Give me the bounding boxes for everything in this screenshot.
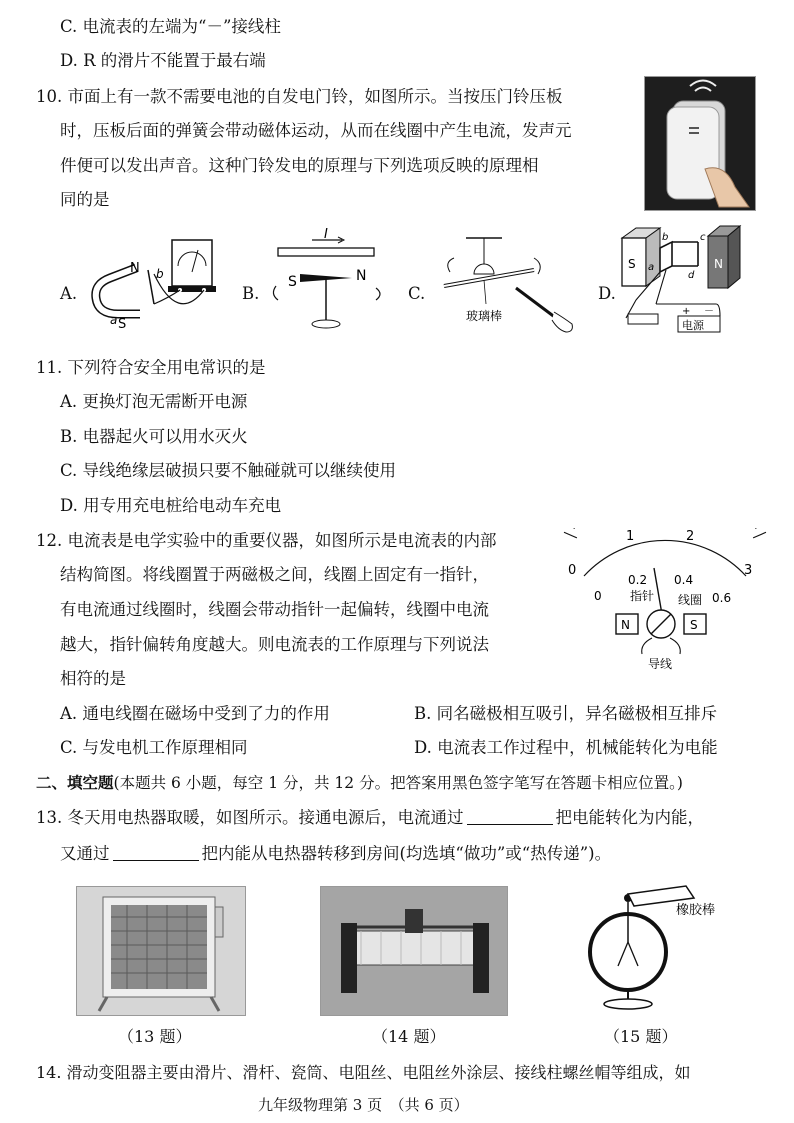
caption-14: （14 题）	[372, 1027, 446, 1046]
q14-line-1: 14. 滑动变阻器主要由滑片、滑杆、瓷筒、电阻丝、电阻丝外涂层、接线柱螺丝帽等组成，如	[36, 1063, 691, 1082]
wire-label: 导线	[648, 657, 673, 671]
magnet-n-label: N	[621, 618, 630, 632]
q13-line-1-part-a: 13. 冬天用电热器取暖，如图所示。接通电源后，电流通过	[36, 808, 464, 827]
q11-stem: 11. 下列符合安全用电常识的是	[36, 358, 266, 377]
fig-b-current-label: I	[324, 228, 328, 242]
q10-figure-b	[262, 228, 392, 336]
coil-label: 线圈	[678, 593, 703, 607]
q12-option-a: A. 通电线圈在磁场中受到了力的作用	[60, 704, 330, 723]
q13-line-2-part-b: 把内能从电热器转移到房间(均选填“做功”或“热传递”)。	[201, 844, 612, 863]
q10-figure-d	[616, 220, 746, 338]
inner-tick-3: 0.6	[712, 591, 732, 605]
inner-tick-1: 0.2	[628, 573, 648, 587]
doorbell-photo	[644, 76, 756, 211]
q10-option-d-letter: D.	[598, 284, 616, 303]
q12-option-b: B. 同名磁极相互吸引，异名磁极相互排斥	[414, 704, 718, 723]
outer-tick-1: 1	[626, 529, 635, 544]
q11-option-b: B. 电器起火可以用水灭火	[60, 427, 248, 446]
q10-stem-line-3: 件便可以发出声音。这种门铃发电的原理与下列选项反映的原理相	[60, 156, 539, 175]
q10-stem-line-2: 时，压板后面的弹簧会带动磁体运动，从而在线圈中产生电流，发声元	[60, 121, 572, 140]
q15-electroscope-figure	[582, 884, 732, 1016]
fig-d-b-label: b	[662, 232, 669, 243]
fig-d-power-label: 电源	[682, 319, 704, 332]
inner-tick-2: 0.4	[674, 573, 694, 587]
outer-tick-3: 3	[744, 563, 753, 578]
q13-blank-1[interactable]	[467, 808, 553, 825]
fig-d-n-label: N	[714, 257, 723, 271]
q11-option-a: A. 更换灯泡无需断开电源	[60, 392, 248, 411]
q11-option-c: C. 导线绝缘层破损只要不触碰就可以继续使用	[60, 461, 397, 480]
outer-tick-0: 0	[568, 563, 577, 578]
magnet-s-label: S	[690, 618, 698, 632]
fig-b-s-label: S	[288, 274, 297, 290]
q13-blank-2[interactable]	[113, 844, 199, 861]
fig-d-d-label: d	[688, 270, 695, 281]
q14-rheostat-photo	[320, 886, 508, 1016]
q10-option-c-letter: C.	[408, 284, 426, 303]
fig-d-minus-label: －	[704, 306, 714, 317]
fig-a-b-label: b	[156, 267, 164, 281]
q10-option-a-letter: A.	[60, 284, 78, 303]
q12-stem-line-5: 相符的是	[60, 669, 126, 688]
q12-stem-line-4: 越大，指针偏转角度越大。则电流表的工作原理与下列说法	[60, 635, 489, 654]
q12-option-c: C. 与发电机工作原理相同	[60, 738, 248, 757]
fig-b-n-label: N	[356, 268, 367, 284]
q9-option-c: C. 电流表的左端为“－”接线柱	[60, 17, 281, 36]
pointer-label: 指针	[630, 589, 655, 603]
q9-option-d: D. R 的滑片不能置于最右端	[60, 51, 266, 70]
scale-tick	[564, 532, 577, 538]
section-2-note: (本题共 6 小题，每空 1 分，共 12 分。把答案用黑色签字笔写在答题卡相应位置。)	[113, 774, 683, 792]
q10-figure-c	[430, 228, 590, 338]
q10-option-b-letter: B.	[242, 284, 260, 303]
fig-c-glass-rod-label: 玻璃棒	[466, 309, 503, 323]
fig-a-s-label: S	[118, 317, 127, 332]
fig-d-c-label: c	[700, 232, 706, 243]
fig-d-plus-label: +	[682, 306, 691, 317]
q13-line-1	[36, 807, 704, 829]
caption-15: （15 题）	[604, 1027, 678, 1046]
scale-tick	[753, 532, 766, 538]
fig-d-s-label: S	[628, 257, 636, 271]
q12-stem-line-3: 有电流通过线圈时，线圈会带动指针一起偏转，线圈中电流	[60, 600, 489, 619]
fig-d-a-label: a	[648, 262, 655, 273]
q10-figure-a	[88, 228, 218, 336]
q13-line-2	[60, 843, 611, 865]
q11-option-d: D. 用专用充电桩给电动车充电	[60, 496, 282, 515]
inner-tick-0: 0	[594, 589, 602, 603]
outer-tick-2: 2	[686, 529, 695, 544]
q13-line-1-part-b: 把电能转化为内能，	[555, 808, 704, 827]
section-2-title: 二、填空题	[36, 773, 114, 792]
section-2-heading	[36, 772, 683, 794]
q12-stem-line-2: 结构简图。将线圈置于两磁极之间，线圈上固定有一指针，	[60, 565, 489, 584]
q13-heater-photo	[76, 886, 246, 1016]
fig-a-n-label: N	[130, 261, 140, 276]
q10-stem-line-1: 10. 市面上有一款不需要电池的自发电门铃，如图所示。当按压门铃压板	[36, 87, 563, 106]
q12-stem-line-1: 12. 电流表是电学实验中的重要仪器，如图所示是电流表的内部	[36, 531, 497, 550]
q12-option-d: D. 电流表工作过程中，机械能转化为电能	[414, 738, 718, 757]
q10-stem-line-4: 同的是	[60, 190, 110, 209]
caption-13: （13 题）	[118, 1027, 192, 1046]
page-footer: 九年级物理第 3 页 （共 6 页）	[258, 1096, 469, 1114]
rubber-rod-label: 橡胶棒	[676, 903, 716, 918]
fig-a-a-label: a	[110, 313, 118, 327]
q12-ammeter-figure	[560, 528, 770, 678]
q13-line-2-part-a: 又通过	[60, 844, 110, 863]
